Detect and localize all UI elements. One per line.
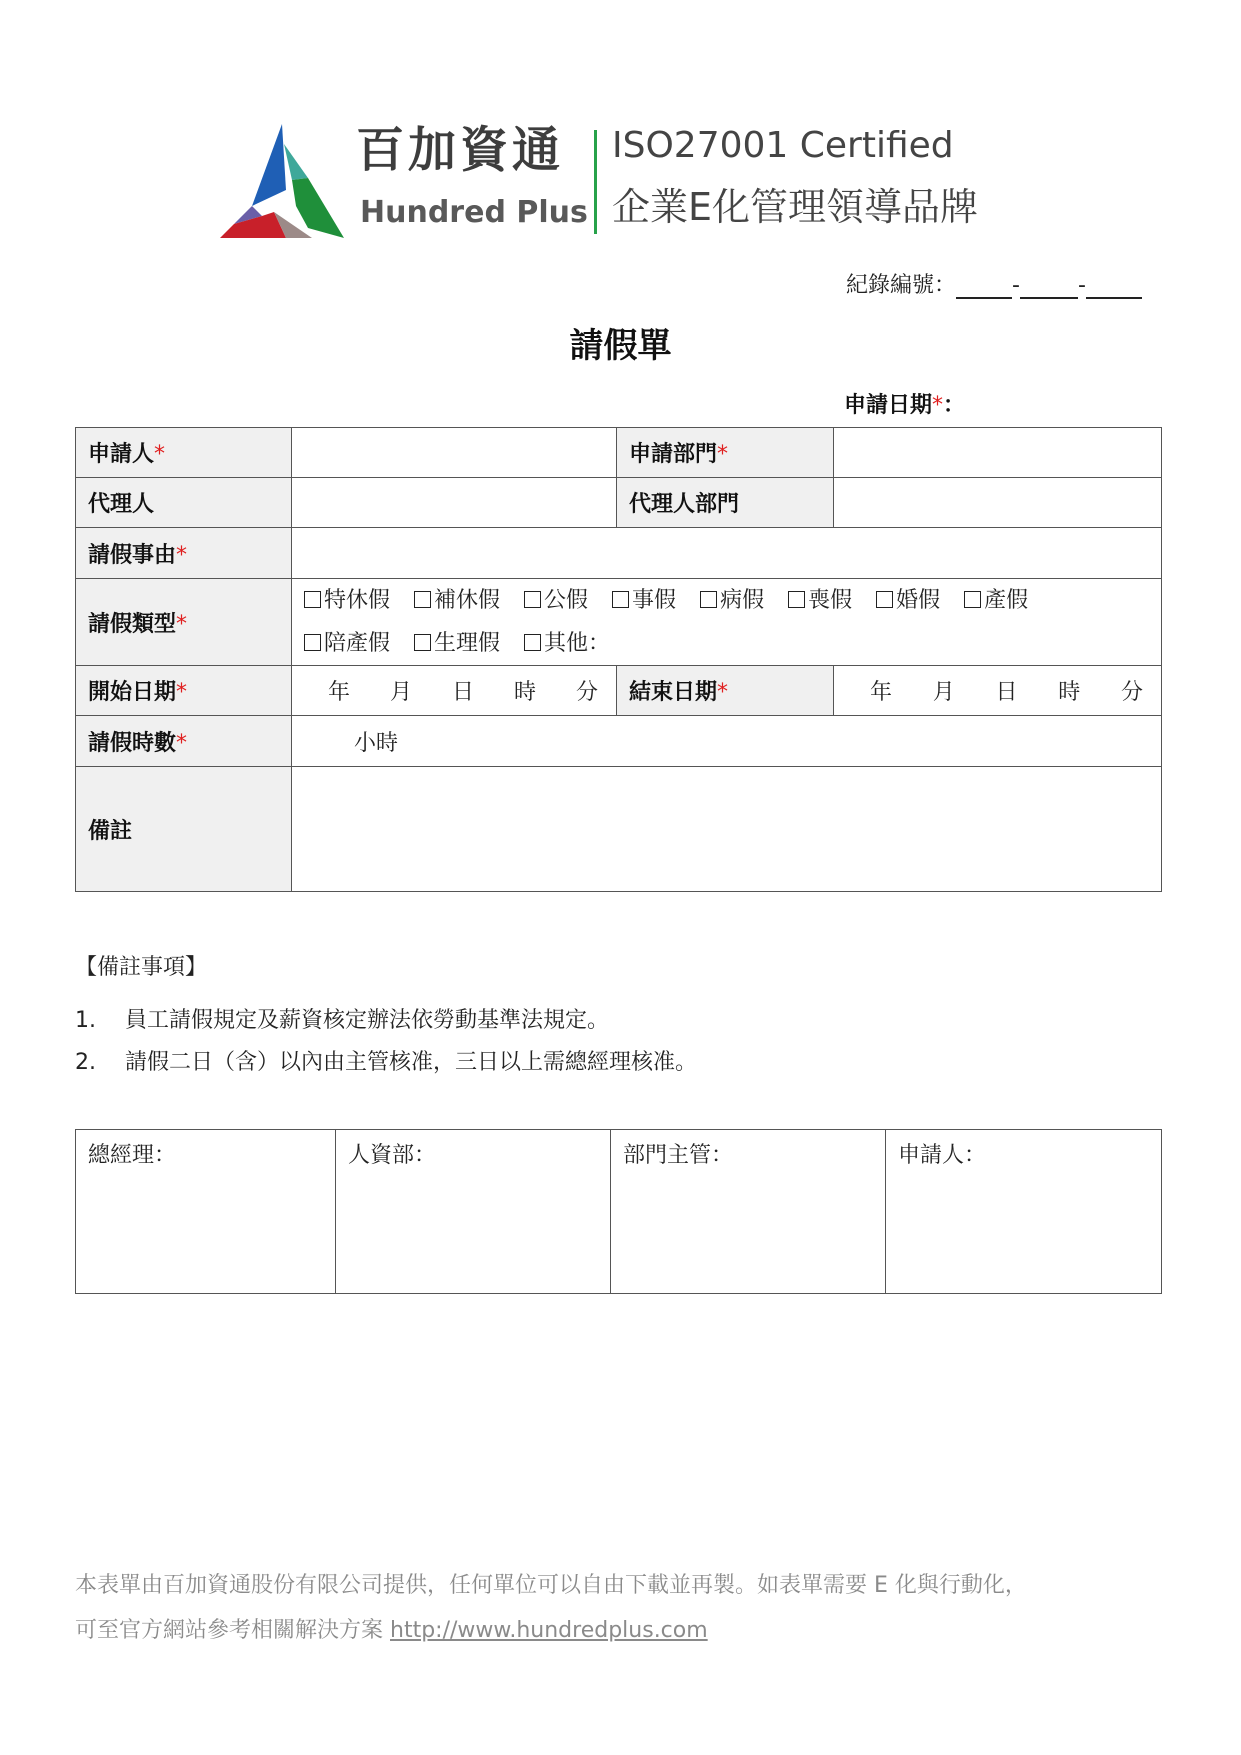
- reason-field[interactable]: [292, 528, 1162, 579]
- signature-hr[interactable]: 人資部：: [336, 1130, 611, 1294]
- checkbox-icon[interactable]: [788, 591, 805, 608]
- logo-triangle-icon: [212, 120, 352, 250]
- note-item: 1. 員工請假規定及薪資核定辦法依勞動基準法規定。: [75, 1008, 610, 1033]
- checkbox-icon[interactable]: [700, 591, 717, 608]
- applicant-field[interactable]: [292, 428, 617, 478]
- hours-label: 請假時數*: [76, 716, 292, 767]
- leave-type-options: [292, 579, 1162, 666]
- checkbox-icon[interactable]: [414, 591, 431, 608]
- leave-type-label: 請假類型*: [76, 579, 292, 666]
- record-number-label: 紀錄編號：: [846, 273, 957, 298]
- notes-heading: 【備註事項】: [75, 955, 208, 980]
- start-date-label: 開始日期*: [76, 666, 292, 716]
- brand-name-chinese: 百加資通: [356, 122, 565, 178]
- company-logo: [212, 120, 352, 250]
- table-row: [76, 767, 1162, 892]
- checkbox-icon[interactable]: [304, 634, 321, 651]
- leave-form-table: [75, 427, 1162, 892]
- leave-type-option[interactable]: 產假: [964, 579, 1028, 622]
- record-number-field-1[interactable]: [956, 275, 1012, 299]
- checkbox-icon[interactable]: [524, 634, 541, 651]
- checkbox-icon[interactable]: [304, 591, 321, 608]
- hours-field[interactable]: [292, 716, 1162, 767]
- applicant-label: 申請人*: [76, 428, 292, 478]
- checkbox-icon[interactable]: [876, 591, 893, 608]
- footer-line-1: 本表單由百加資通股份有限公司提供，任何單位可以自由下載並再製。如表單需要 E 化與行動化，: [75, 1573, 1027, 1598]
- department-label: 申請部門*: [617, 428, 834, 478]
- signature-general-manager[interactable]: 總經理：: [76, 1130, 336, 1294]
- end-date-label: 結束日期*: [617, 666, 834, 716]
- leave-type-option[interactable]: 病假: [700, 579, 764, 622]
- checkbox-icon[interactable]: [964, 591, 981, 608]
- website-link[interactable]: http://www.hundredplus.com: [390, 1618, 708, 1643]
- record-number: [846, 268, 1142, 299]
- remarks-field[interactable]: [292, 767, 1162, 892]
- table-row: [76, 716, 1162, 767]
- department-field[interactable]: [834, 428, 1162, 478]
- checkbox-icon[interactable]: [612, 591, 629, 608]
- record-separator-1: -: [1012, 273, 1020, 298]
- form-title: 請假單: [569, 326, 672, 366]
- note-item: 2. 請假二日（含）以內由主管核准，三日以上需總經理核准。: [75, 1050, 698, 1075]
- checkbox-icon[interactable]: [524, 591, 541, 608]
- apply-date-colon: ：: [943, 393, 966, 418]
- required-asterisk: *: [932, 393, 944, 418]
- checkbox-icon[interactable]: [414, 634, 431, 651]
- agent-field[interactable]: [292, 478, 617, 528]
- iso-certification: ISO27001 Certified: [612, 125, 954, 166]
- signature-dept-manager[interactable]: 部門主管：: [611, 1130, 886, 1294]
- table-row: [76, 666, 1162, 716]
- agent-department-label: 代理人部門: [617, 478, 834, 528]
- leave-type-option[interactable]: 公假: [524, 579, 588, 622]
- leave-type-option[interactable]: 補休假: [414, 579, 500, 622]
- record-separator-2: -: [1077, 273, 1086, 298]
- apply-date-label: 申請日期: [844, 393, 933, 418]
- brand-divider: [594, 130, 597, 234]
- end-date-field[interactable]: 年 月 日 時 分: [834, 666, 1162, 716]
- record-number-field-3[interactable]: [1086, 275, 1142, 299]
- table-row: [76, 579, 1162, 666]
- table-row: [76, 528, 1162, 579]
- brand-slogan: 企業E化管理領導品牌: [612, 185, 979, 229]
- start-date-field[interactable]: 年 月 日 時 分: [292, 666, 617, 716]
- leave-type-option[interactable]: 生理假: [414, 622, 500, 665]
- reason-label: 請假事由*: [76, 528, 292, 579]
- leave-type-option[interactable]: 婚假: [876, 579, 940, 622]
- agent-department-field[interactable]: [834, 478, 1162, 528]
- signature-table: [75, 1129, 1162, 1294]
- footer: [75, 1563, 1027, 1653]
- leave-type-option[interactable]: 特休假: [304, 579, 390, 622]
- leave-type-option[interactable]: 事假: [612, 579, 676, 622]
- signature-applicant[interactable]: 申請人：: [886, 1130, 1162, 1294]
- footer-line-2: 可至官方網站參考相關解決方案 http://www.hundredplus.com: [75, 1618, 708, 1643]
- table-row: [76, 428, 1162, 478]
- remarks-label: 備註: [76, 767, 292, 892]
- brand-name-english: Hundred Plus: [360, 195, 588, 230]
- hours-unit: 小時: [354, 730, 399, 756]
- leave-type-option[interactable]: 陪產假: [304, 622, 390, 665]
- leave-type-option[interactable]: 喪假: [788, 579, 852, 622]
- leave-type-option-other[interactable]: 其他：: [524, 622, 610, 665]
- table-row: [76, 478, 1162, 528]
- agent-label: 代理人: [76, 478, 292, 528]
- apply-date: [844, 388, 965, 419]
- record-number-field-2[interactable]: [1020, 275, 1078, 299]
